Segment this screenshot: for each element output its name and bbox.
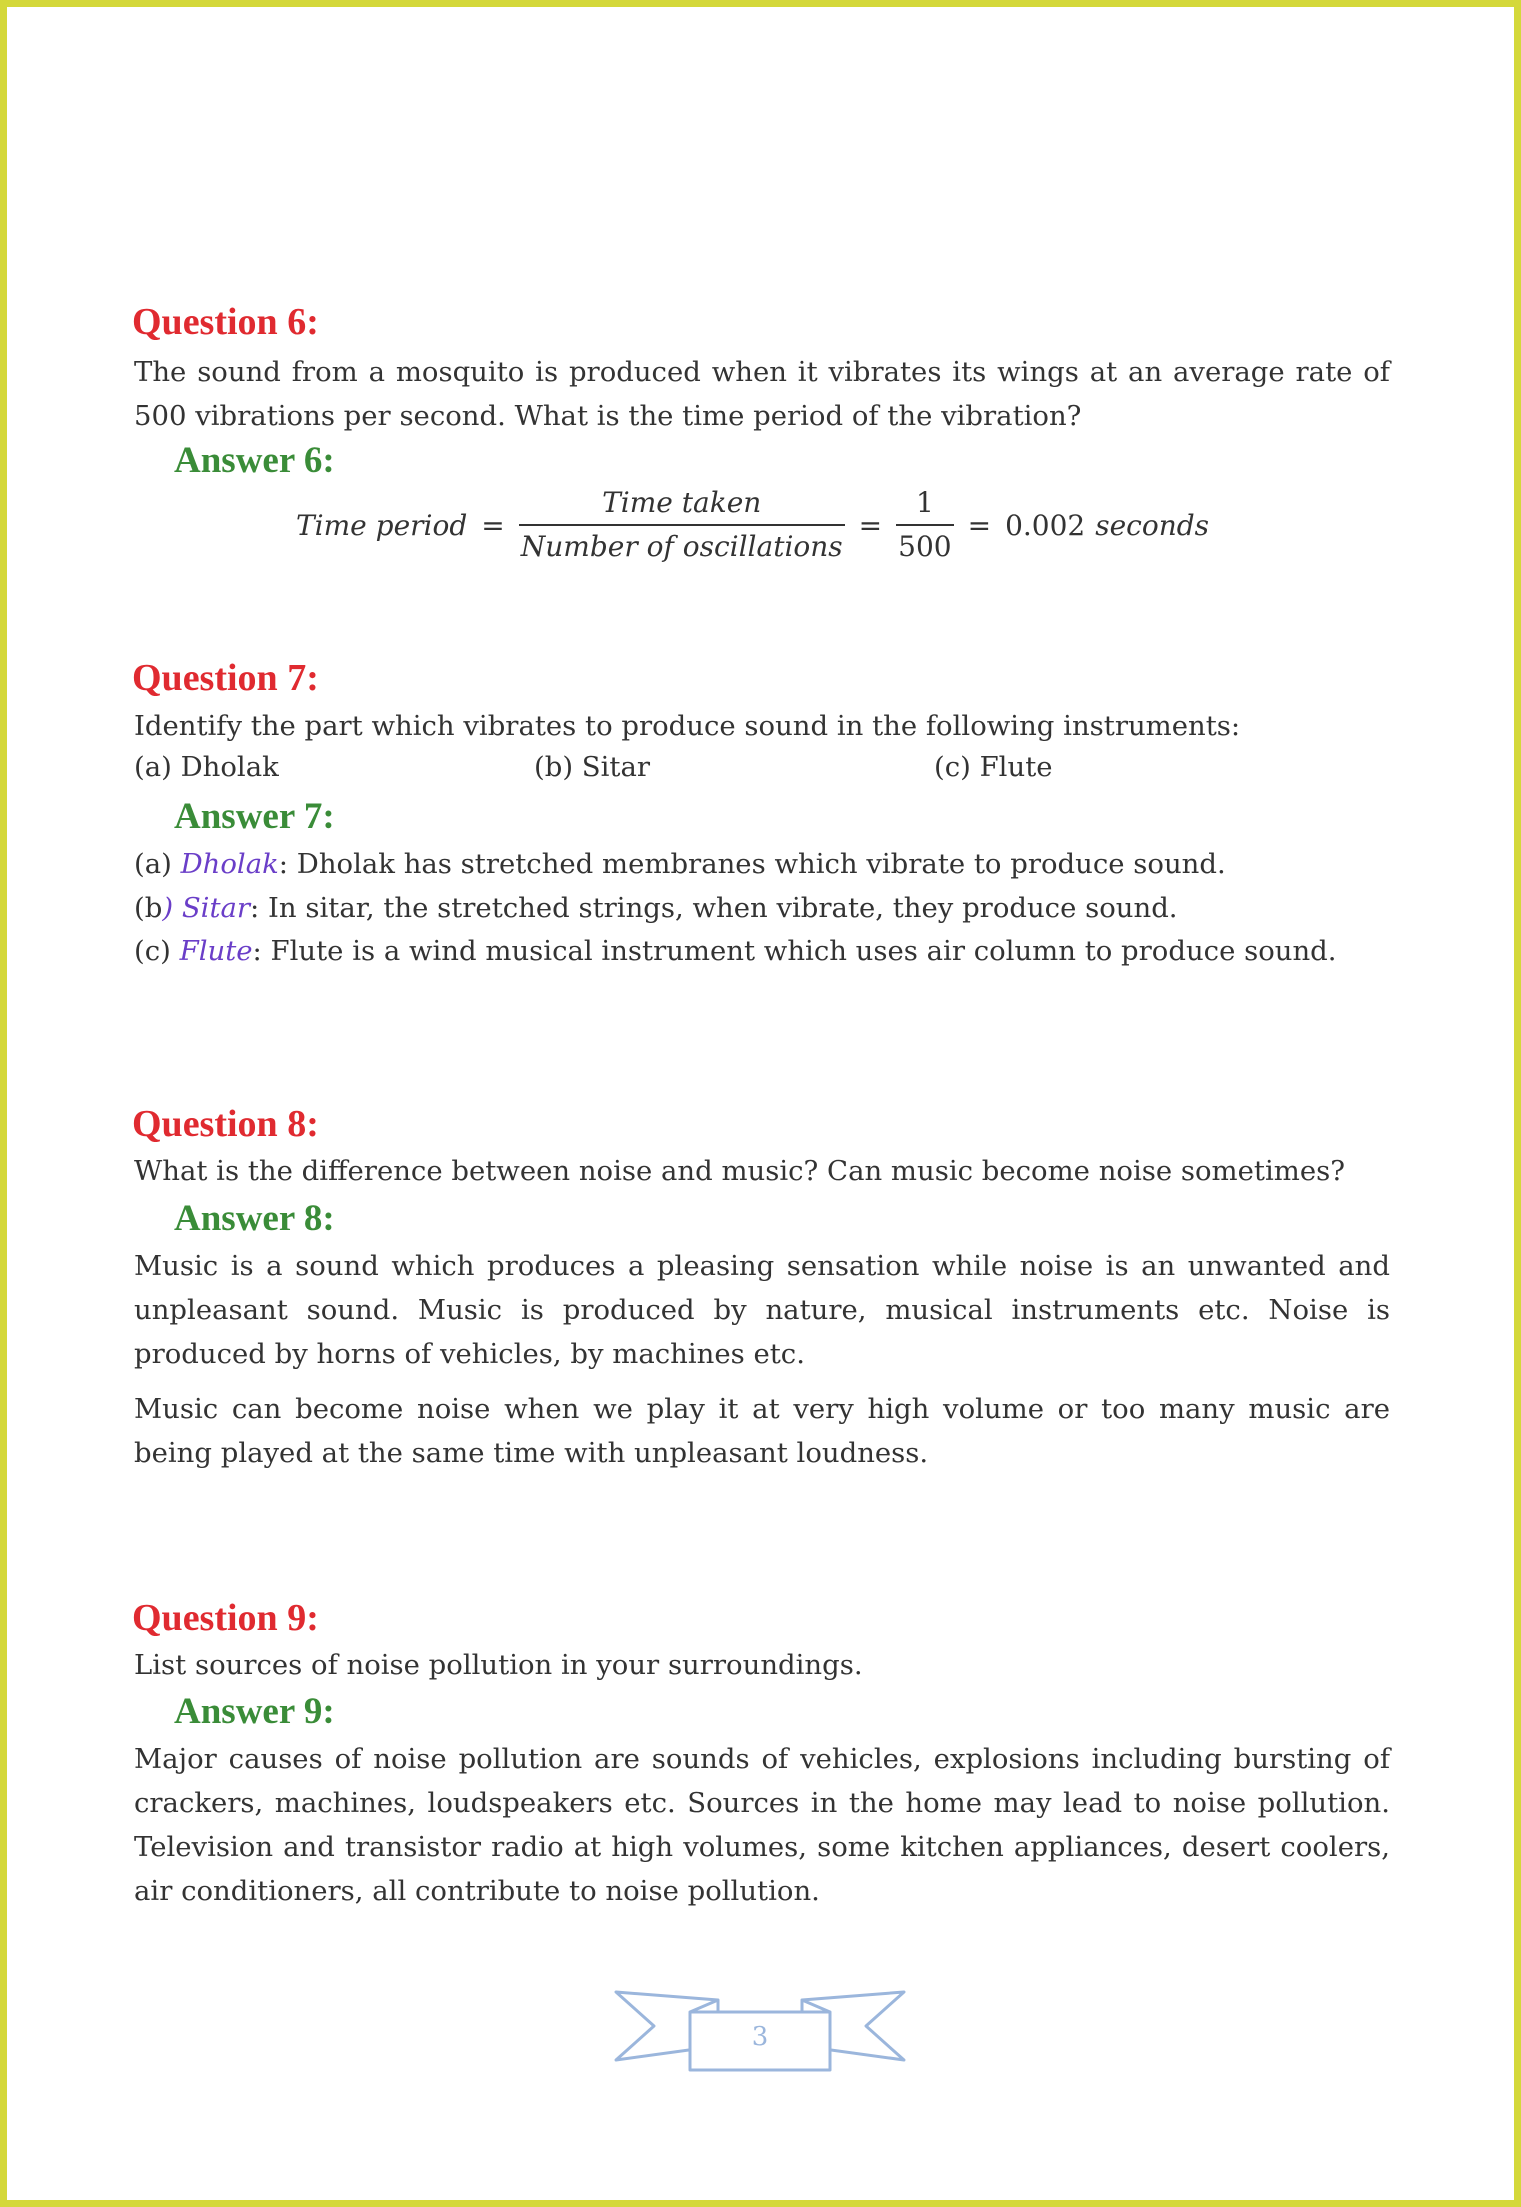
question-8-heading: Question 8: <box>132 1103 319 1145</box>
question-9-heading: Question 9: <box>132 1597 319 1639</box>
fraction-denominator: Number of oscillations <box>520 530 843 563</box>
option-sitar: (b) Sitar <box>534 751 651 783</box>
option-dholak: (a) Dholak <box>134 751 279 783</box>
answer-7-item-c <box>134 929 1337 973</box>
instrument-term: Dholak <box>180 848 279 880</box>
question-7-text: Identify the part which vibrates to produce sound in the following instruments: <box>134 710 1241 742</box>
fraction-numerator: Time taken <box>519 486 845 526</box>
item-text: : Flute is a wind musical instrument which uses air column to produce sound. <box>252 935 1337 967</box>
answer-8-paragraph-2: Music can become noise when we play it at very high volume or too many music are being played at the same time with unpleasant loudness. <box>134 1393 1390 1469</box>
fraction-time-over-oscillations <box>519 486 845 564</box>
option-flute: (c) Flute <box>934 751 1053 783</box>
equals-sign: = <box>858 508 883 542</box>
question-7-heading: Question 7: <box>132 657 319 699</box>
equation-result-unit: seconds <box>1095 508 1210 542</box>
instrument-term: Flute <box>179 935 253 967</box>
answer-8-heading: Answer 8: <box>174 1198 335 1239</box>
answer-6-heading: Answer 6: <box>174 440 335 481</box>
equals-sign: = <box>967 508 992 542</box>
fraction-numerator: 1 <box>896 486 953 526</box>
question-8-text: What is the difference between noise and music? Can music become noise sometimes? <box>134 1155 1345 1187</box>
question-9-text: List sources of noise pollution in your surroundings. <box>134 1649 863 1681</box>
equals-sign: = <box>481 508 505 542</box>
fraction-one-over-500 <box>896 486 953 564</box>
instrument-term: ) Sitar <box>162 892 251 924</box>
item-prefix: (c) <box>134 935 180 967</box>
answer-9-heading: Answer 9: <box>174 1691 335 1732</box>
item-prefix: (a) <box>134 848 181 880</box>
equation-result-value: 0.002 <box>1005 508 1086 542</box>
time-period-equation <box>296 482 1209 568</box>
answer-7-item-b <box>134 886 1178 930</box>
answer-7-heading: Answer 7: <box>174 796 335 837</box>
answer-8-paragraph-1: Music is a sound which produces a pleasing sensation while noise is an unwanted and unpleasant sound. Music is produced by nature, musical instruments etc. Noise is produced by horns of vehicles, by machines etc. <box>134 1250 1390 1370</box>
item-text: : Dholak has stretched membranes which vibrate to produce sound. <box>278 848 1226 880</box>
page-number: 3 <box>751 2022 769 2052</box>
answer-9-paragraph: Major causes of noise pollution are sounds of vehicles, explosions including bursting of crackers, machines, loudspeakers etc. Sources in the home may lead to noise pollution. Television and transistor radio at high volumes, some kitchen appliances, desert coolers, air conditioners, all contribute to noise pollution. <box>134 1743 1390 1907</box>
question-6-heading: Question 6: <box>132 301 319 343</box>
equation-lhs: Time period <box>296 508 468 542</box>
fraction-denominator: 500 <box>898 530 952 563</box>
item-prefix: (b <box>134 892 163 924</box>
item-text: : In sitar, the stretched strings, when vibrate, they produce sound. <box>250 892 1178 924</box>
answer-7-item-a <box>134 842 1226 886</box>
question-6-text: The sound from a mosquito is produced when it vibrates its wings at an average rate of 500 vibrations per second. What is the time period of the vibration? <box>134 356 1390 432</box>
